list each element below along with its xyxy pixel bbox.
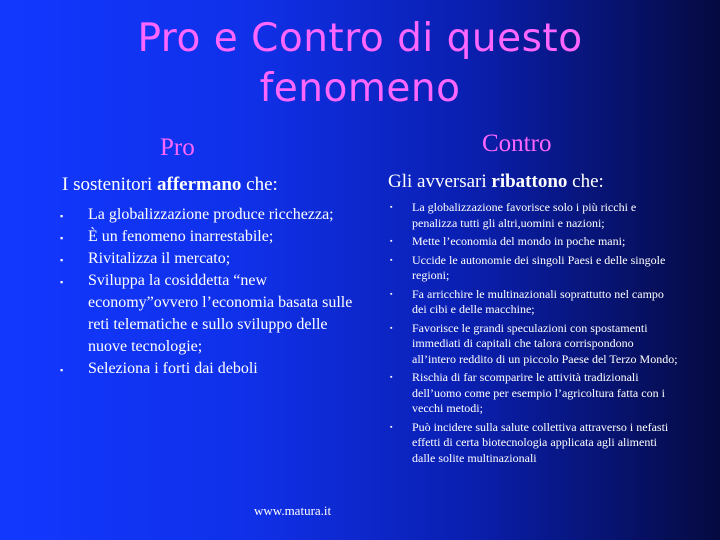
pro-item-text: Seleziona i forti dai deboli [88,360,258,377]
contro-list-item [390,370,680,417]
pro-intro-bold: affermano [157,174,242,195]
contro-item-text: Rischia di far scomparire le attività tradizionali dell’uomo come per esempio l’agricoltura fatta con i vecchi metodi; [412,370,665,415]
title-line-2: fenomeno [259,66,461,111]
contro-list-item [390,200,680,231]
bullet-icon: ▪ [390,373,393,381]
pro-item-text: Rivitalizza il mercato; [88,250,231,267]
contro-item-text: Uccide le autonomie dei singoli Paesi e delle singole regioni; [412,252,666,282]
contro-item-text: Fa arricchire le multinazionali soprattutto nel campo dei cibi e delle macchine; [412,286,664,316]
pro-list-item [60,358,360,380]
contro-intro-bold: ribattono [491,171,568,192]
contro-intro [388,171,604,193]
pro-intro [62,174,278,196]
contro-item-text: Favorisce le grandi speculazioni con spostamenti immediati di capitali che talora corrispondono all’intero reddito di un piccolo Paese del Terzo Mondo; [412,320,678,366]
pro-item-text: È un fenomeno inarrestabile; [88,228,274,245]
pro-list-item [60,270,360,358]
bullet-icon: ▪ [60,365,64,375]
pro-intro-pre: I sostenitori [62,174,157,195]
bullet-icon: ▪ [390,255,393,264]
bullet-icon: ▪ [390,237,393,245]
pro-list [60,204,360,380]
contro-item-text: Mette l’economia del mondo in poche mani; [412,234,626,248]
pro-item-text: Sviluppa la cosiddetta “new economy”ovvero l’economia basata sulle reti telematiche e sullo sviluppo delle nuove tecnologie; [88,272,353,355]
footer-url: www.matura.it [254,503,332,518]
bullet-icon: ▪ [60,211,64,221]
bullet-icon: ▪ [60,255,64,265]
contro-intro-post: che: [567,171,604,192]
contro-item-text: La globalizzazione favorisce solo i più ricchi e penalizza tutti gli altri,uomini e nazioni; [412,200,637,230]
contro-list-item [390,234,680,250]
pro-item-text: La globalizzazione produce ricchezza; [88,206,334,223]
bullet-icon: ▪ [60,233,64,243]
bullet-icon: ▪ [390,289,393,298]
pro-heading: Pro [160,134,195,161]
pro-list-item [60,204,360,226]
contro-list-item [390,321,680,368]
bullet-icon: ▪ [390,203,393,211]
pro-list-item [60,226,360,248]
bullet-icon: ▪ [390,323,393,332]
contro-list-item [390,420,680,467]
contro-item-text: Può incidere sulla salute collettiva attraverso i nefasti effetti di certa biotecnologia applicata agli alimenti dalle solite multinazionali [412,419,669,465]
contro-list-item [390,253,680,284]
title-line-1: Pro e Contro di questo [137,16,583,61]
bullet-icon: ▪ [390,422,393,431]
pro-intro-post: che: [241,174,278,195]
contro-list-item [390,287,680,318]
contro-heading: Contro [482,130,552,157]
bullet-icon: ▪ [60,277,64,287]
contro-intro-pre: Gli avversari [388,171,492,192]
slide-title [60,14,660,114]
pro-list-item [60,248,360,270]
contro-list [390,200,680,469]
